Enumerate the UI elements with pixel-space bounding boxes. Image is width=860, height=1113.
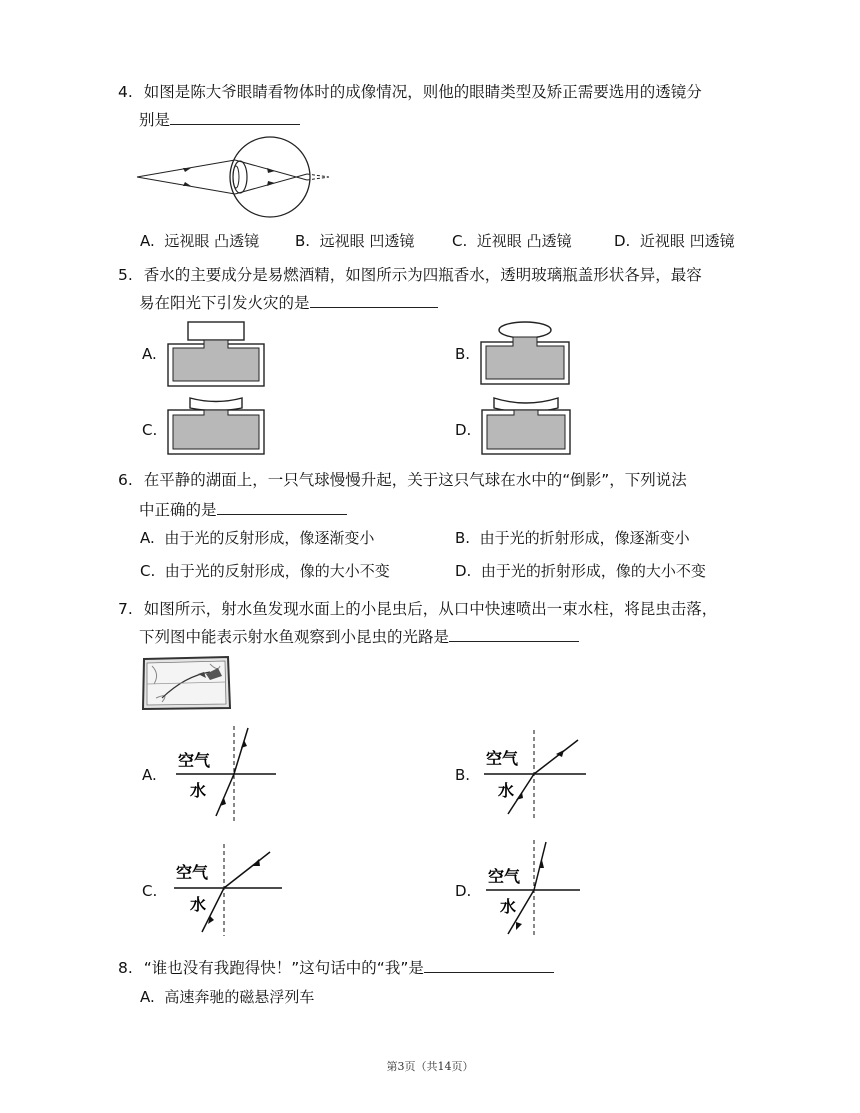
- q5-label-a[interactable]: A.: [142, 345, 157, 363]
- ray-arrow-icon: [183, 168, 191, 172]
- q7-label-a[interactable]: A.: [142, 766, 157, 784]
- q7-label-b[interactable]: B.: [455, 766, 471, 784]
- q4-option-a[interactable]: A. 远视眼 凸透镜: [140, 232, 260, 250]
- water-label: 水: [500, 897, 517, 916]
- q4-text-line2: 别是: [139, 111, 171, 129]
- q7-text-line2: 下列图中能表示射水鱼观察到小昆虫的光路是: [139, 628, 450, 646]
- q4-stem-line2: [139, 106, 300, 132]
- q5-answer-blank[interactable]: [310, 289, 438, 308]
- q6-stem-line1: [118, 468, 687, 492]
- q8-option-a[interactable]: A. 高速奔驰的磁悬浮列车: [140, 988, 315, 1006]
- q5-stem-line2: [139, 289, 438, 315]
- q5-bottle-c[interactable]: [166, 396, 266, 456]
- q8-number: 8.: [118, 959, 133, 977]
- q4-number: 4.: [118, 83, 133, 101]
- page-footer: 第3页（共14页）: [386, 1060, 474, 1073]
- light-arrow-icon: [252, 859, 260, 866]
- q7-archer-fish-picture: [140, 654, 232, 712]
- q6-option-d[interactable]: D. 由于光的折射形成，像的大小不变: [455, 562, 706, 580]
- q5-text-line1: 香水的主要成分是易燃酒精，如图所示为四瓶香水，透明玻璃瓶盖形状各异，最容: [143, 266, 702, 284]
- q5-label-c[interactable]: C.: [142, 421, 158, 439]
- q7-diagram-c[interactable]: [166, 842, 286, 938]
- q6-text-line1: 在平静的湖面上，一只气球慢慢升起，关于这只气球在水中的“倒影”，下列说法: [143, 471, 687, 489]
- eye-cornea: [233, 166, 239, 188]
- q4-text-line1: 如图是陈大爷眼睛看物体时的成像情况，则他的眼睛类型及矫正需要选用的透镜分: [143, 83, 702, 101]
- q6-option-a[interactable]: A. 由于光的反射形成，像逐渐变小: [140, 529, 375, 547]
- air-label: 空气: [176, 863, 209, 882]
- q5-bottle-d[interactable]: [480, 394, 572, 456]
- q4-option-c[interactable]: C. 近视眼 凸透镜: [452, 232, 572, 250]
- light-arrow-icon: [516, 922, 522, 930]
- water-label: 水: [498, 781, 515, 800]
- q7-diagram-d[interactable]: [480, 838, 584, 938]
- water-label: 水: [190, 781, 207, 800]
- air-label: 空气: [178, 751, 211, 770]
- q7-text-line1: 如图所示，射水鱼发现水面上的小昆虫后，从口中快速喷出一束水柱，将昆虫击落，: [143, 600, 718, 618]
- light-arrow-icon: [516, 792, 523, 800]
- q6-number: 6.: [118, 471, 133, 489]
- ray-arrow-icon: [183, 182, 191, 186]
- q4-answer-blank[interactable]: [170, 106, 300, 125]
- q6-option-b[interactable]: B. 由于光的折射形成，像逐渐变小: [455, 529, 690, 547]
- air-label: 空气: [488, 867, 521, 886]
- q4-option-d[interactable]: D. 近视眼 凹透镜: [614, 232, 735, 250]
- q7-diagram-a[interactable]: [166, 724, 282, 824]
- q4-eye-diagram: [135, 135, 335, 220]
- q8-stem-line1: [118, 954, 554, 980]
- q5-text-line2: 易在阳光下引发火灾的是: [139, 294, 310, 312]
- air-label: 空气: [486, 749, 519, 768]
- q7-answer-blank[interactable]: [449, 623, 579, 642]
- q7-diagram-b[interactable]: [478, 728, 590, 820]
- q5-bottle-b[interactable]: [479, 318, 571, 388]
- q7-stem-line1: [118, 597, 717, 621]
- q6-option-c[interactable]: C. 由于光的反射形成，像的大小不变: [140, 562, 390, 580]
- q4-stem-line1: [118, 80, 702, 104]
- light-arrow-icon: [241, 740, 247, 748]
- q5-label-b[interactable]: B.: [455, 345, 471, 363]
- q8-answer-blank[interactable]: [424, 954, 554, 973]
- q6-text-line2: 中正确的是: [139, 501, 217, 519]
- q5-bottle-a[interactable]: [166, 320, 266, 388]
- q6-stem-line2: [139, 496, 347, 522]
- q8-text-line1: “谁也没有我跑得快！”这句话中的“我”是: [143, 959, 424, 977]
- q5-number: 5.: [118, 266, 133, 284]
- q4-option-b[interactable]: B. 远视眼 凹透镜: [295, 232, 415, 250]
- water-label: 水: [190, 895, 207, 914]
- q7-label-c[interactable]: C.: [142, 882, 158, 900]
- q7-label-d[interactable]: D.: [455, 882, 472, 900]
- q5-stem-line1: [118, 263, 702, 287]
- q6-answer-blank[interactable]: [217, 496, 347, 515]
- q7-stem-line2: [139, 623, 579, 649]
- q5-label-d[interactable]: D.: [455, 421, 472, 439]
- q7-number: 7.: [118, 600, 133, 618]
